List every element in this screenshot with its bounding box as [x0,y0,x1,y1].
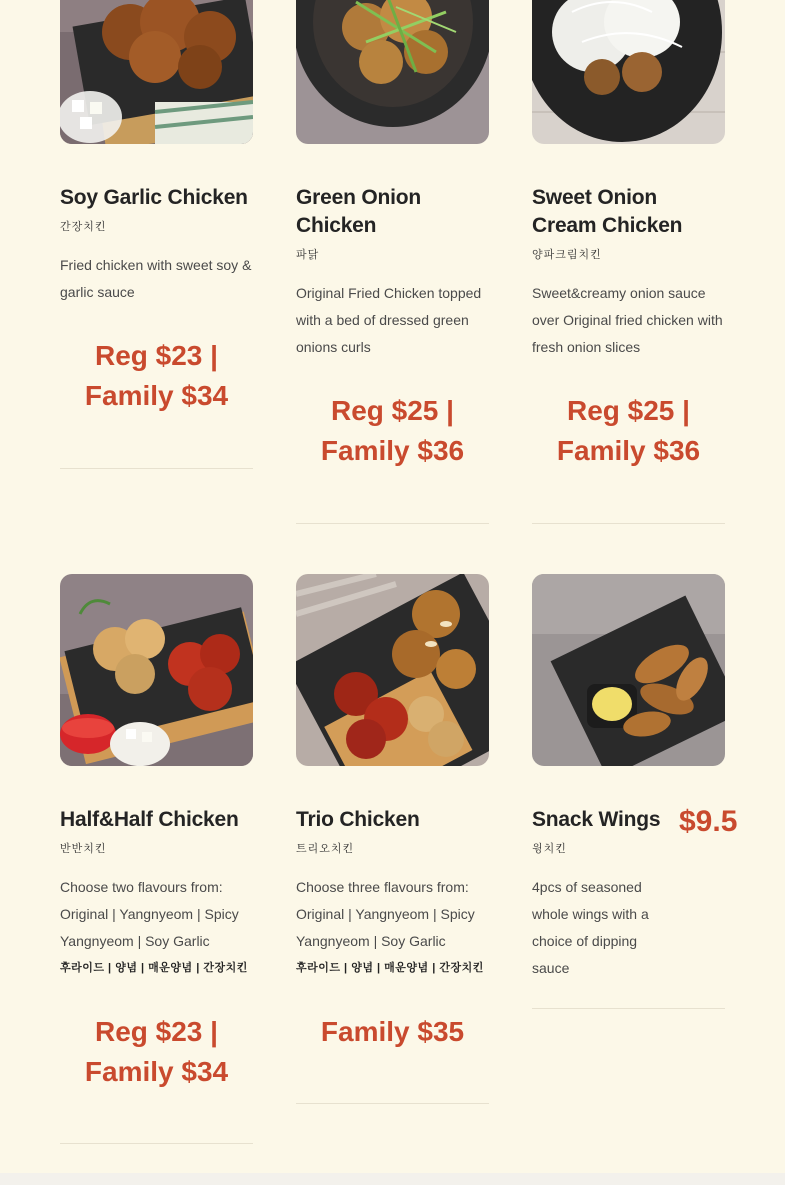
menu-item-price: Reg $25 | [330,395,454,426]
menu-item-title: Trio Chicken [296,808,420,831]
menu-item-description: Choose two flavours from: Original | Yangnyeom | Spicy Yangnyeom | Soy Garlic [60,879,239,949]
menu-item-title: Snack Wings [532,808,661,831]
menu-item-korean-name: 양파크림치킨 [532,249,602,261]
menu-item-title: Sweet Onion Cream Chicken [532,186,683,237]
menu-item-title: Soy Garlic Chicken [60,186,248,209]
trio-chicken-photo [296,574,489,766]
green-onion-chicken-photo [296,0,489,144]
menu-card-snack-wings[interactable] [532,574,725,982]
menu-item-description: 4pcs of seasoned whole wings with a choice of dipping sauce [532,879,649,976]
menu-item-price-family: Family $34 [84,1056,229,1087]
page-footer-strip [0,1173,785,1185]
menu-item-description: Sweet&creamy onion sauce over Original fried chicken with fresh onion slices [532,285,723,355]
menu-item-description-korean: 후라이드 | 양념 | 매운양념 | 간장치킨 [296,962,484,974]
menu-card-half-and-half[interactable] [60,574,253,1092]
menu-item-price-family: Family $34 [84,380,229,411]
menu-item-price: Reg $23 | [94,340,218,371]
card-divider [532,523,725,524]
menu-item-korean-name: 트리오치킨 [296,843,355,855]
menu-item-price: Family $35 [320,1016,465,1047]
menu-item-price-family: Family $36 [556,435,701,466]
card-divider [296,523,489,524]
card-divider [532,1008,725,1009]
menu-card-trio[interactable] [296,574,489,1052]
menu-card-sweet-onion-cream[interactable] [532,0,725,471]
menu-card-green-onion[interactable] [296,0,489,471]
card-divider [60,1143,253,1144]
menu-item-price-family: Family $36 [320,435,465,466]
menu-item-description: Original Fried Chicken topped with a bed of dressed green onions curls [296,285,482,355]
menu-item-description: Choose three flavours from: Original | Yangnyeom | Spicy Yangnyeom | Soy Garlic [296,879,475,949]
menu-item-korean-name: 간장치킨 [60,221,107,233]
menu-item-korean-name: 반반치킨 [60,843,107,855]
half-and-half-chicken-photo [60,574,253,766]
menu-item-title: Half&Half Chicken [60,808,239,831]
menu-item-title: Green Onion Chicken [296,186,421,237]
soy-garlic-chicken-photo [60,0,253,144]
snack-wings-price: $9.5 [679,805,738,838]
menu-item-korean-name: 파닭 [296,249,320,261]
menu-item-price: Reg $23 | [94,1016,218,1047]
card-divider [60,468,253,469]
menu-item-price: Reg $25 | [566,395,690,426]
sweet-onion-cream-chicken-photo [532,0,725,144]
card-divider [296,1103,489,1104]
menu-card-soy-garlic[interactable] [60,0,253,416]
menu-item-description: Fried chicken with sweet soy & garlic sauce [60,257,252,300]
menu-item-description-korean: 후라이드 | 양념 | 매운양념 | 간장치킨 [60,962,248,974]
snack-wings-photo [532,574,725,766]
menu-item-korean-name: 윙치킨 [532,843,567,855]
